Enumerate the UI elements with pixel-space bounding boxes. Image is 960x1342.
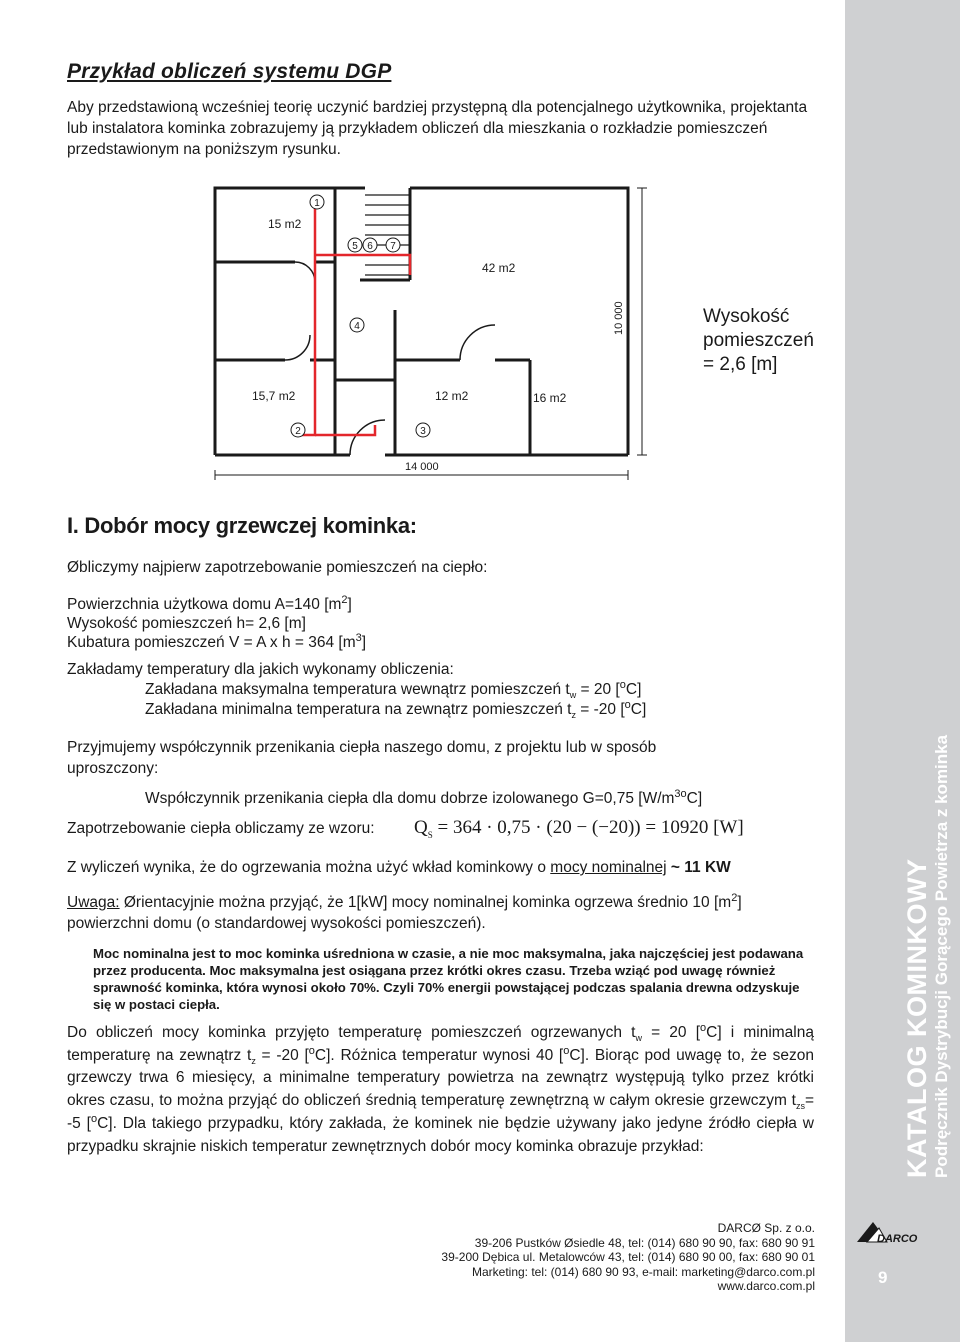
assumptions-block [67, 660, 646, 720]
assumptions-lead: Zakładamy temperatury dla jakich wykonamy obliczenia: [67, 661, 454, 678]
section-heading: I. Dobór mocy grzewczej kominka: [67, 513, 417, 538]
room-label: 12 m2 [435, 389, 469, 403]
formula: $Q_S = 364 \cdot 0,75 \cdot (20 - (-20)) = 10920$ [W] [414, 817, 744, 840]
marker-6: 6 [367, 241, 373, 252]
sidebar-title [902, 735, 952, 1178]
coefficient-lead: Przyjmujemy współczynnik przenikania ciepła naszego domu, z projektu lub w sposób uproszczony: [67, 739, 657, 777]
param-volume: Kubatura pomieszczeń V = A x h = 364 $[m^3]$ [67, 631, 367, 651]
room-label: 16 m2 [533, 391, 567, 405]
room-label: 15,7 m2 [252, 389, 296, 403]
assumption-tz: Zakładana minimalna temperatura na zewnątrz pomieszczeń $t_z = -20$ [$^o$C] [145, 698, 647, 721]
marker-3: 3 [420, 426, 426, 437]
room-label: 42 m2 [482, 261, 516, 275]
height-note-line: pomieszczeń [703, 330, 814, 351]
height-note-line: Wysokość [703, 306, 790, 327]
address-line: 39-200 Dębica ul. Metalowców 43, tel: (014) 680 90 00, fax: 680 90 01 [441, 1250, 815, 1265]
svg-text:DARCO: DARCO [877, 1233, 918, 1245]
result-line: Z wyliczeń wynika, że do ogrzewania można użyć wkład kominkowy o mocy nominalnej ~ 11 KW [67, 859, 731, 876]
marker-4: 4 [354, 321, 360, 332]
catalog-title: KATALOG KOMINKOWY [902, 858, 932, 1178]
coefficient-line: Współczynnik przenikania ciepła dla domu dobrze izolowanego G=0,75 $[W/m^{3o}C]$ [145, 787, 703, 807]
company-name: DARCØ Sp. z o.o. [717, 1221, 815, 1235]
formula-label: Zapotrzebowanie ciepła obliczamy ze wzoru: [67, 820, 375, 837]
darco-logo [853, 1218, 925, 1250]
marker-5: 5 [352, 241, 358, 252]
address-line: 39-206 Pustków Øsiedle 48, tel: (014) 680 90 90, fax: 680 90 91 [474, 1235, 815, 1250]
marker-7: 7 [390, 241, 396, 252]
dimension-width: 14 000 [405, 461, 439, 473]
parameters-block [67, 595, 366, 652]
page-title: Przykład obliczeń systemu DGP [67, 60, 392, 83]
floor-plan [210, 180, 650, 490]
room-label: 15 m2 [268, 217, 302, 231]
page-number: 9 [878, 1268, 888, 1287]
catalog-subtitle: Podręcznik Dystrybucji Gorącego Powietrza z kominka [932, 734, 951, 1178]
marker-2: 2 [295, 426, 301, 437]
intro-paragraph: Aby przedstawioną wcześniej teorię uczynić bardziej przystępną dla potencjalnego użytkownika, projektanta lub instalatora kominka zobrazujemy ją przykładem obliczeń dla mieszkania o rozkładzie pomieszczeń przedstawionym na poniższym rysunku. [67, 99, 808, 158]
param-height: Wysokość pomieszczeń h= 2,6 [m] [67, 615, 306, 632]
param-area: Powierzchnia użytkowa domu A=140 $[m^2]$ [67, 593, 352, 613]
bold-note: Moc nominalna jest to moc kominka uśredniona w czasie, a nie moc maksymalna, jaka najczęściej jest podawana przez producenta. Moc maksymalna jest osiągana przez krótki okres czasu. Trzeba wziąć pod uwagę również sprawność kominka, która wynosi około 70%. Czyli 70% energii powstającej podczas spalania drewna odzyskuje się w postaci ciepła. [93, 946, 804, 1012]
note-paragraph: Uwaga: Ørientacyjnie można przyjąć, że 1[kW] mocy nominalnej kominka ogrzewa średnio 10 $[m^2]$ powierzchni domu (o standardowej wysokości pomieszczeń). [67, 891, 742, 932]
footer-contact [441, 1221, 815, 1294]
marker-1: 1 [314, 198, 320, 209]
height-note-line: = 2,6 [m] [703, 354, 778, 375]
assumption-tw: Zakładana maksymalna temperatura wewnątrz pomieszczeń $t_w = 20$ [$^o$C] [145, 678, 642, 701]
dimension-height: 10 000 [613, 301, 625, 335]
room-height-note [703, 305, 814, 377]
website-link[interactable]: www.darco.com.pl [717, 1279, 815, 1294]
calc-intro: Øbliczymy najpierw zapotrzebowanie pomieszczeń na ciepło: [67, 559, 488, 576]
marketing-line: Marketing: tel: (014) 680 90 93, e-mail: marketing@darco.com.pl [471, 1264, 815, 1279]
final-paragraph: Do obliczeń mocy kominka przyjęto temperaturę pomieszczeń ogrzewanych $t_w = 20$ [$^o$C] i minimalną temperaturę na zewnątrz $t_z = -20$ [$^o$C]. Różnica temperatur wynosi 40 [$^o$C]. Biorąc pod uwagę to, że sezon grzewczy trwa 6 miesięcy, a minimalne temperatury powietrza na zewnątrz występują tylko przez krótki okres czasu, to można przyjąć do obliczeń średnią temperaturę zewnętrzną w całym okresie grzewczym $t_{zs}= -5$ [$^o$C]. Dla takiego przypadku, który zakłada, że kominek nie będzie używany jako jedyne źródło ciepła w przypadku skrajnie niskich temperatur zewnętrznych dobór mocy kominka obrazuje przykład: [67, 1021, 814, 1155]
